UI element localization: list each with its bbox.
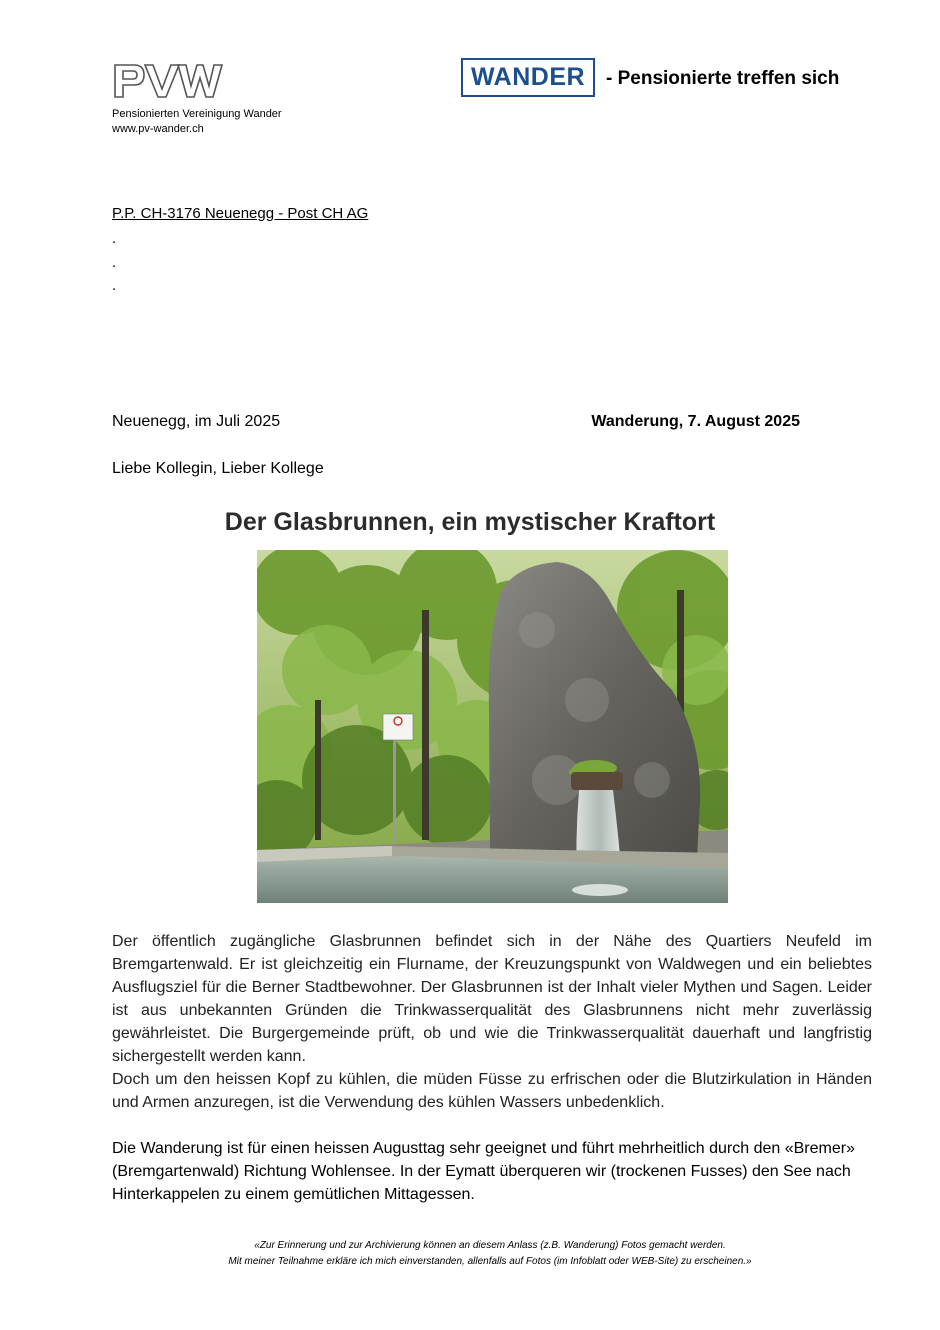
address-dot: . xyxy=(112,254,117,271)
consent-line: Mit meiner Teilnahme erkläre ich mich einverstanden, allenfalls auf Fotos (im Infoblatt oder WEB-Site) zu erscheinen.» xyxy=(228,1256,752,1267)
consent-line: «Zur Erinnerung und zur Archivierung können an diesem Anlass (z.B. Wanderung) Fotos gemacht werden. xyxy=(254,1240,726,1251)
wander-logo-text: WANDER xyxy=(470,63,586,91)
salutation: Liebe Kollegin, Lieber Kollege xyxy=(112,460,324,477)
body-paragraph: Doch um den heissen Kopf zu kühlen, die müden Füsse zu erfrischen oder die Blutzirkulation in Händen und Armen anzuregen, ist die Verwendung des kühlen Wassers unbedenklich. xyxy=(112,1071,872,1111)
page-title: Der Glasbrunnen, ein mystischer Kraftort xyxy=(224,508,716,536)
event-date: Wanderung, 7. August 2025 xyxy=(591,413,800,430)
header-tagline: - Pensionierte treffen sich xyxy=(606,68,840,89)
wander-logo xyxy=(461,58,595,97)
address-dot: . xyxy=(112,230,117,247)
org-name: Pensionierten Vereinigung Wander xyxy=(112,108,282,120)
place-date: Neuenegg, im Juli 2025 xyxy=(112,413,281,430)
glasbrunnen-photo xyxy=(257,550,728,903)
address-dot: . xyxy=(112,277,117,294)
postal-line: P.P. CH-3176 Neuenegg - Post CH AG xyxy=(112,205,369,222)
body-paragraph: Die Wanderung ist für einen heissen Augusttag sehr geeignet und führt mehrheitlich durch den «Bremer» (Bremgartenwald) Richtung Wohlensee. In der Eymatt überqueren wir (trockenen Fusses) den See nach Hinterkappelen zu einem gemütlichen Mittagessen. xyxy=(112,1140,855,1203)
body-paragraph: Der öffentlich zugängliche Glasbrunnen befindet sich in der Nähe des Quartiers Neufeld im Bremgartenwald. Er ist gleichzeitig ein Flurname, der Kreuzungspunkt von Waldwegen und ein beliebtes Ausflugsziel für die Berner Stadtbewohner. Der Glasbrunnen ist der Inhalt vieler Mythen und Sagen. Leider ist aus unbekannten Gründen die Trinkwasserqualität des Glasbrunnens nicht mehr zuverlässig gewährleistet. Die Burgergemeinde prüft, ob und wie die Trinkwasserqualität dauerhaft und langfristig sichergestellt werden kann. xyxy=(112,933,872,1065)
org-url[interactable]: www.pv-wander.ch xyxy=(112,123,204,135)
pvw-logo xyxy=(112,62,226,100)
photo-consent-note xyxy=(0,1238,940,1270)
